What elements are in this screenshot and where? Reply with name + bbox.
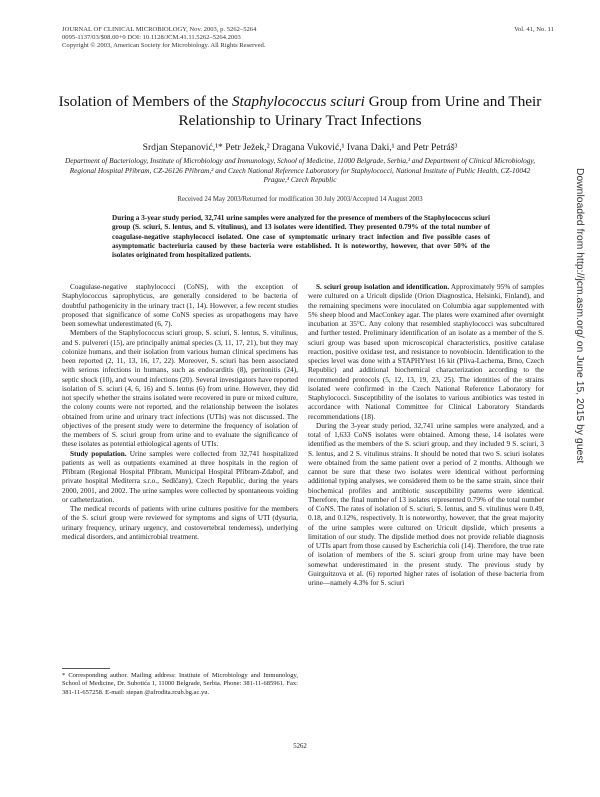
title-part-2: Group from Urine and Their Relationship to Urinary Tract Infections [178, 93, 542, 129]
corresponding-author-footnote: * Corresponding author. Mailing address: Institute of Microbiology and Immunology, School of Medicine, Dr. Subotića 1, 11000 Belgrade, Serbia. Phone: 381-11-685961. Fax: 381-11-657258. E-mail: stepan @afrodita.rcub.bg.ac.yu. [62, 672, 298, 696]
title-part-1: Isolation of Members of the [58, 93, 233, 110]
download-watermark: Downloaded from http://jcm.asm.org/ on June 15, 2015 by guest [574, 168, 585, 464]
footnote-divider [62, 668, 110, 669]
paragraph-text: Approximately 95% of samples were cultured on a Uricult dipslide (Orion Diagnostica, Helsinki, Finland), and the remaining specimens were inoculated on Columbia agar supplemented with 5% sheep blood and MacConkey agar. The plates were examined after overnight incubation at 35°C. Any colony that resembled staphylococci was subcultured and further tested. Preliminary identification of an isolate as a member of the S. sciuri group was based upon microscopical characteristics, positive catalase reaction, positive oxidase test, and resistance to novobiocin. Identification to the species level was done with a STAPHYtest 16 kit (Pliva-Lachema, Brno, Czech Republic) and additional biochemical characterization according to the recommended protocols (5, 12, 13, 19, 23, 25). The identities of the strains isolated were confirmed in the Czech National Reference Laboratory for Staphylococci. Susceptibility of the isolates to various antibiotics was tested in accordance with National Committee for Clinical Laboratory Standards recommendations (18). [308, 283, 544, 421]
left-column [62, 283, 298, 542]
journal-line: JOURNAL OF CLINICAL MICROBIOLOGY, Nov. 2003, p. 5262–5264 [62, 26, 257, 33]
section-heading: Study population. [70, 449, 127, 458]
page-number: 5262 [293, 743, 307, 750]
author-list: Srdjan Stepanović,¹* Petr Ježek,² Dragana Vuković,¹ Ivana Daki,¹ and Petr Petráš³ [142, 142, 458, 153]
paragraph [62, 450, 298, 506]
journal-header [62, 26, 422, 51]
paragraph-text: Urine samples were collected from 32,741 hospitalized patients as well as outpatients examined at three hospitals in the region of Příbram (Regional Hospital Příbram, Municipal Hospital Příbram-Zdaboř, and private hospital Mediterra s.r.o., Sedlčany), Czech Republic, during the years 2000, 2001, and 2002. The urine samples were collected by spontaneous voiding or catheterization. [62, 449, 298, 504]
paragraph: Members of the Staphylococcus sciuri group, S. sciuri, S. lentus, S. vitulinus, and S. pulvereri (15), are principally animal species (3, 11, 17, 21), but they may colonize humans, and their isolation from various human clinical specimens has been reported (2, 11, 13, 16, 17, 22). Moreover, S. sciuri has been associated with serious infections in humans, such as endocarditis (8), peritonitis (24), septic shock (10), and wound infections (20). Several investigators have reported isolation of S. sciuri (4, 6, 16) and S. lentus (6) from urine. However, they did not specify whether the strains isolated were recovered in pure or mixed culture, the colony counts were not reported, and the relationship between the isolates obtained from urine and urinary tract infections (UTIs) was not discussed. The objectives of the present study were to determine the frequency of isolation of the members of S. sciuri group from urine and to evaluate the significance of these isolates as potential ethiological agents of UTIs. [62, 329, 298, 449]
paragraph: During the 3-year study period, 32,741 urine samples were analyzed, and a total of 1,633 CoNS isolates were obtained. Among these, 14 isolates were identified as the members of the S. sciuri group, and they included 9 S. sciuri, 3 S. lentus, and 2 S. vitulinus strains. It should be noted that two S. sciuri isolates were obtained from the same patient over a period of 2 months. Although we cannot be sure that these two isolates were identical without performing additional typing analyses, we considered them to be the same strain, since their biochemical profiles and antibiotic susceptibility patterns were identical. Therefore, the final number of 13 isolates represented 0.79% of the total number of CoNS. The rates of isolation of S. sciuri, S. lentus, and S. vitulinus were 0.49, 0.18, and 0.12%, respectively. It is noteworthy, however, that the great majority of the urine samples were cultured on Uricult dipslide, which presents a limitation of our study. The dipslide method does not provide reliable diagnosis of UTIs apart from those caused by Escherichia coli (14). Therefore, the true rate of isolation of members of the S. sciuri group from urine may have been somewhat underestimated in the present study. The previous study by Guirguitzova et al. (6) reported higher rates of isolation of these bacteria from urine—namely 4.3% for S. sciuri [308, 421, 544, 587]
doi-line: 0095-1137/03/$08.00+0 DOI: 10.1128/JCM.41.11.5262–5264.2003 [62, 34, 241, 42]
section-heading: S. sciuri group isolation and identification. [316, 283, 450, 291]
affiliations: Department of Bacteriology, Institute of Microbiology and Immunology, School of Medicine, 11000 Belgrade, Serbia,¹ and Department of Clinical Microbiology, Regional Hospital Příbram, CZ-26126 Příbram,² and Czech National Reference Laboratory for Staphylococci, National Institute of Public Health, CZ-10042 Prague,³ Czech Republic [64, 156, 536, 185]
abstract: During a 3-year study period, 32,741 urine samples were analyzed for the presence of members of the Staphylococcus sciuri group (S. sciuri, S. lentus, and S. vitulinus), and 13 isolates were identified. They presented 0.79% of the total number of coagulase-negative staphylococci isolated. One case of symptomatic urinary tract infection and five possible cases of asymptomatic bacteriuria caused by these bacteria were established. It is noteworthy, however, that over 50% of the isolates originated from hospitalized patients. [112, 214, 490, 260]
paragraph [308, 283, 544, 422]
copyright-line: Copyright © 2003, American Society for Microbiology. All Rights Reserved. [62, 42, 266, 50]
paragraph: Coagulase-negative staphylococci (CoNS), with the exception of Staphylococcus saprophyticus, are generally considered to be bacteria of doubtful pathogenicity in the urinary tract (1, 14). However, a few recent studies proposed that significance of some CoNS species as uropathogens may have been somewhat underestimated (6, 7). [62, 283, 298, 328]
title-italic: Staphylococcus sciuri [232, 93, 365, 110]
received-dates: Received 24 May 2003/Returned for modification 30 July 2003/Accepted 14 August 2003 [177, 196, 423, 203]
paragraph: The medical records of patients with urine cultures positive for the members of the S. sciuri group were reviewed for symptoms and signs of UTI (dysuria, urinary frequency, urinary urgency, and costovertebral tenderness), underlying medical disorders, and antimicrobial treatment. [62, 505, 298, 541]
article-title [40, 92, 560, 130]
volume-label: Vol. 41, No. 11 [514, 26, 554, 33]
right-column [308, 283, 544, 588]
